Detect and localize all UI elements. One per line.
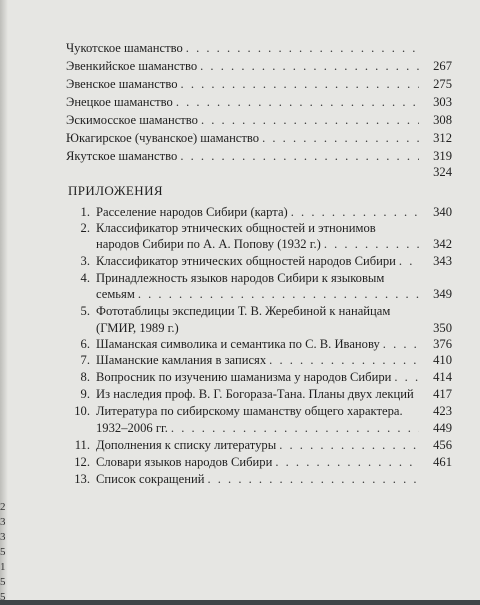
leader-dots <box>383 336 419 352</box>
toc-entry-title: Чукотское шаманство <box>66 41 183 55</box>
appendix-number: 6. <box>80 337 90 351</box>
appendix-entry <box>66 336 452 352</box>
leader-dots <box>399 253 419 269</box>
leader-dots <box>186 40 419 56</box>
toc-entry-page: 308 <box>433 113 452 127</box>
appendix-entry-continuation <box>66 420 452 436</box>
appendix-page: 456 <box>433 438 452 452</box>
appendix-number: 12. <box>74 455 90 469</box>
leader-dots <box>269 352 419 368</box>
appendix-title: Список сокращений <box>96 472 205 486</box>
appendix-page: 417 <box>433 387 452 401</box>
toc-entry <box>66 94 452 110</box>
toc-entry-page: 275 <box>433 77 452 91</box>
appendix-entry <box>66 369 452 385</box>
section-heading: ПРИЛОЖЕНИЯ <box>68 183 163 198</box>
appendix-number: 3. <box>80 254 90 268</box>
appendix-number: 10. <box>74 404 90 418</box>
appendix-page: 376 <box>433 337 452 351</box>
appendix-number: 2. <box>80 221 90 235</box>
toc-entry <box>66 112 452 128</box>
leader-dots <box>324 236 419 252</box>
edge-digit: 2 <box>0 501 6 513</box>
appendix-title: Шаманская символика и семантика по С. В. Иванову <box>96 337 380 351</box>
appendix-number: 5. <box>80 304 90 318</box>
appendix-page: 350 <box>433 321 452 335</box>
edge-digit: 3 <box>0 531 6 543</box>
leader-dots <box>201 112 419 128</box>
appendix-number: 8. <box>80 370 90 384</box>
appendix-page: 414 <box>433 370 452 384</box>
appendix-title: Дополнения к списку литературы <box>96 438 277 452</box>
appendix-title-line2: (ГМИР, 1989 г.) <box>96 321 179 335</box>
edge-digit: 5 <box>0 591 6 603</box>
appendix-number: 11. <box>74 438 90 452</box>
toc-entry-page: 267 <box>433 59 452 73</box>
appendix-entry-continuation <box>66 236 452 252</box>
edge-digit: 5 <box>0 576 6 588</box>
appendix-entry <box>66 386 452 402</box>
appendix-number: 1. <box>80 205 90 219</box>
leader-dots <box>262 130 419 146</box>
leader-dots <box>138 286 419 302</box>
toc-entry-page: 324 <box>433 165 452 179</box>
appendix-title: Классификатор этнических общностей и этнонимов <box>96 221 376 235</box>
appendix-page: 423 <box>433 404 452 418</box>
leader-dots <box>180 148 419 164</box>
toc-entry <box>66 148 452 164</box>
appendix-page: 340 <box>433 205 452 219</box>
appendix-title-line2: семьям <box>96 287 135 301</box>
leader-dots <box>394 369 419 385</box>
appendix-entry <box>66 220 452 236</box>
leader-dots <box>171 420 419 436</box>
appendix-title: Из наследия проф. В. Г. Богораза-Тана. Планы двух лекций <box>96 387 414 401</box>
toc-entry <box>66 58 452 74</box>
appendix-entry-continuation <box>66 286 452 302</box>
appendix-entry <box>66 204 452 220</box>
appendix-title: Принадлежность языков народов Сибири к языковым <box>96 271 385 285</box>
edge-digit: 5 <box>0 546 6 558</box>
appendix-entry <box>66 253 452 269</box>
toc-entry-title: Эскимосское шаманство <box>66 113 198 127</box>
appendix-number: 9. <box>80 387 90 401</box>
appendix-page: 449 <box>433 421 452 435</box>
toc-entry-page: 312 <box>433 131 452 145</box>
toc-entry-title: Юкагирское (чуванское) шаманство <box>66 131 260 145</box>
appendix-page: 461 <box>433 455 452 469</box>
appendix-entry-continuation <box>66 320 452 336</box>
appendix-title: Шаманские камлания в записях <box>96 353 267 367</box>
leader-dots <box>181 76 419 92</box>
toc-entry <box>66 40 452 56</box>
appendix-number: 4. <box>80 271 90 285</box>
appendix-page: 349 <box>433 287 452 301</box>
facing-page-edge-digits <box>0 500 8 605</box>
toc-entry-title: Энецкое шаманство <box>66 95 173 109</box>
appendix-entry <box>66 437 452 453</box>
leader-dots <box>291 204 419 220</box>
leader-dots <box>275 454 419 470</box>
leader-dots <box>200 58 419 74</box>
appendix-entry <box>66 303 452 319</box>
appendix-title: Словари языков народов Сибири <box>96 455 273 469</box>
appendix-title: Фототаблицы экспедиции Т. В. Жеребиной к нанайцам <box>96 304 391 318</box>
toc-entry-title: Якутское шаманство <box>66 149 178 163</box>
appendix-number: 7. <box>80 353 90 367</box>
appendix-title-line2: народов Сибири по А. А. Попову (1932 г.) <box>96 237 321 251</box>
toc-entry-page: 319 <box>433 149 452 163</box>
appendix-title: Расселение народов Сибири (карта) <box>96 205 288 219</box>
appendix-title: Классификатор этнических общностей народов Сибири <box>96 254 396 268</box>
leader-dots <box>176 94 419 110</box>
edge-digit: 1 <box>0 561 6 573</box>
appendix-entry <box>66 270 452 286</box>
appendix-title: Литература по сибирскому шаманству общего характера. <box>96 404 403 418</box>
appendix-page: 410 <box>433 353 452 367</box>
leader-dots <box>279 437 419 453</box>
appendix-page: 343 <box>433 254 452 268</box>
toc-entry <box>66 76 452 92</box>
appendix-title-line2: 1932–2006 гг. <box>96 421 168 435</box>
appendix-page: 342 <box>433 237 452 251</box>
appendix-number: 13. <box>74 472 90 486</box>
leader-dots <box>207 471 419 487</box>
appendix-entry <box>66 454 452 470</box>
toc-entry-page: 303 <box>433 95 452 109</box>
edge-digit: 3 <box>0 516 6 528</box>
toc-entry-title: Эвенкийское шаманство <box>66 59 198 73</box>
appendix-title: Вопросник по изучению шаманизма у народов Сибири <box>96 370 392 384</box>
toc-entry-title: Эвенское шаманство <box>66 77 178 91</box>
toc-entry <box>66 130 452 146</box>
appendix-entry <box>66 403 452 419</box>
appendix-entry <box>66 471 452 487</box>
toc-entry <box>66 164 452 180</box>
appendix-entry <box>66 352 452 368</box>
